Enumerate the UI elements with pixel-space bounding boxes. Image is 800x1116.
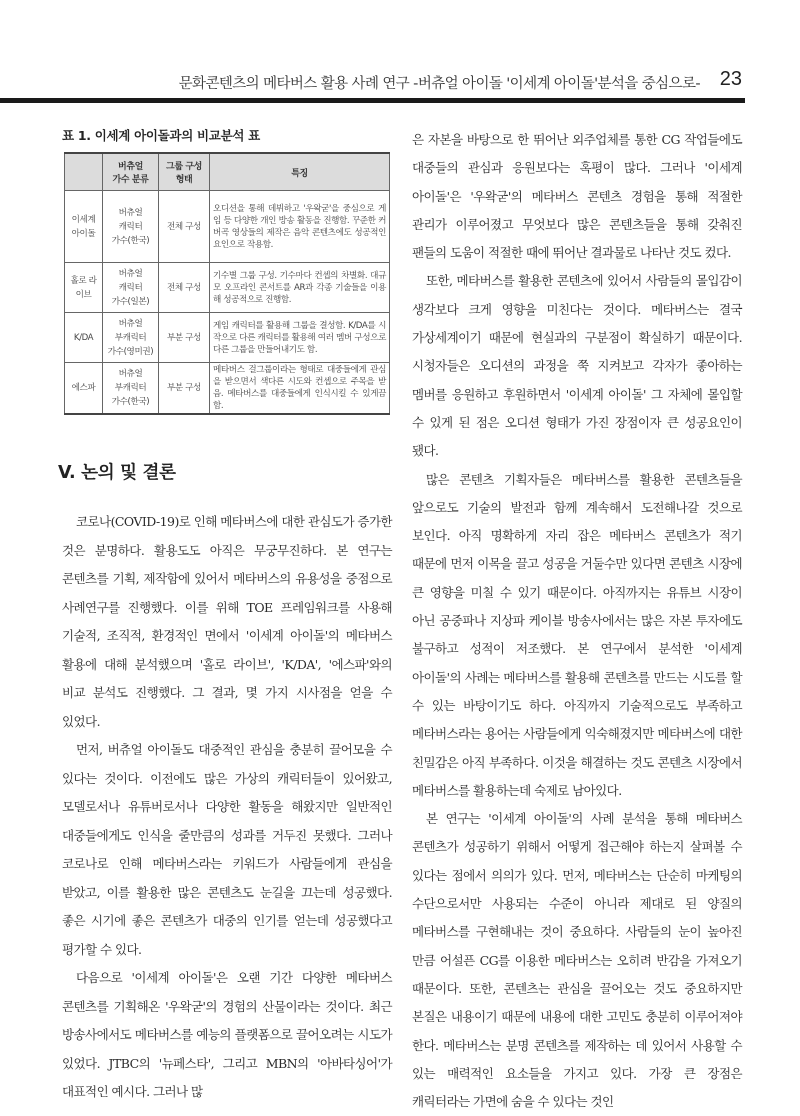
left-column <box>58 126 392 1107</box>
header-cell-group <box>159 153 210 191</box>
cell-type-text: 버츄얼 캐릭터 가수(일본) <box>111 268 150 307</box>
running-header <box>0 70 800 100</box>
cell-type <box>103 191 159 263</box>
header-cell-feature: 특징 <box>210 153 390 191</box>
body-paragraph: 많은 콘텐츠 기획자들은 메타버스를 활용한 콘텐츠들을 앞으로도 기술의 발전과 함께 계속해서 도전해나갈 것으로 보인다. 아직 명확하게 자리 잡은 메타버스 콘텐츠가 적기 때문에 먼저 이목을 끌고 성공을 거둘수만 있다면 콘텐츠 시장에 큰 영향을 미칠 수 있기 때문이다. 아직까지는 유튜브 시장이 아닌 공중파나 지상파 케이블 방송사에서는 많은 자본 투자에도 불구하고 성적이 저조했다. 본 연구에서 분석한 '이세계 아이돌'의 사례는 메타버스를 활용해 콘텐츠를 만드는 시도를 할 수 있는 바탕이기도 하다. 아직까지 기술적으로도 부족하고 메타버스라는 용어는 사람들에게 익숙해졌지만 메타버스에 대한 친밀감은 아직 부족하다. 이것을 해결하는 것도 콘텐츠 시장에서 메타버스를 활용하는데 숙제로 남아있다. <box>412 471 742 798</box>
table-caption: 표 1. 이세계 아이돌과의 비교분석 표 <box>62 128 260 143</box>
cell-name <box>65 263 103 313</box>
table-row <box>65 263 390 313</box>
header-rule <box>0 98 745 103</box>
running-title: 문화콘텐츠의 메타버스 활용 사례 연구 -버츄얼 아이돌 '이세계 아이돌'분석을 중심으로- <box>178 76 700 92</box>
body-paragraph: 은 자본을 바탕으로 한 뛰어난 외주업체를 통한 CG 작업들에도 대중들의 관심과 응원보다는 혹평이 많다. 그러나 '이세계 아이돌'은 '우왁굳'의 메타버스 콘텐츠 경험을 통해 적절한 관리가 이루어졌고 무엇보다 많은 콘텐츠들을 통해 갖춰진 팬들의 도움이 적절한 때에 뛰어난 결과물로 나타난 것도 컸다. <box>412 132 742 261</box>
table-row <box>65 191 390 263</box>
table-row <box>65 313 390 363</box>
cell-type-text: 버츄얼 부캐릭터 가수(한국) <box>111 369 150 407</box>
cell-feature: 기수별 그룹 구성. 기수마다 컨셉의 차별화. 대규모 오프라인 콘서트를 AR과 각종 기술들을 이용해 성공적으로 진행함. <box>210 263 390 313</box>
body-paragraph: 또한, 메타버스를 활용한 콘텐츠에 있어서 사람들의 몰입감이 생각보다 크게 영향을 미친다는 것이다. 메타버스는 결국 가상세계이기 때문에 현실과의 구분점이 확실하기 때문이다. 시청자들은 오디션의 과정을 쭉 지켜보고 각자가 좋아하는 멤버를 응원하고 후원하면서 '이세계 아이돌' 그 자체에 몰입할 수 있게 된 점은 오디션 형태가 가진 장점이자 큰 성공요인이 됐다. <box>412 273 742 459</box>
header-cell-type <box>103 153 159 191</box>
cell-type <box>103 363 159 415</box>
page-number: 23 <box>719 68 742 90</box>
cell-group: 부분 구성 <box>159 313 210 363</box>
cell-name <box>65 191 103 263</box>
right-column <box>412 126 742 1116</box>
cell-name-text: 이세계 아이돌 <box>71 214 96 239</box>
header-type-text: 버츄얼 가수 분류 <box>112 162 149 185</box>
cell-feature: 게임 캐릭터를 활용해 그룹을 결성함. K/DA를 시작으로 다른 캐릭터를 활용해 여러 멤버 구성으로 다른 그룹을 만들어내기도 함. <box>210 313 390 363</box>
table-row <box>65 363 390 415</box>
comparison-table <box>64 152 390 415</box>
cell-group: 부분 구성 <box>159 363 210 415</box>
cell-type-text: 버츄얼 캐릭터 가수(한국) <box>111 207 150 246</box>
body-paragraph: 코로나(COVID-19)로 인해 메타버스에 대한 관심도가 증가한 것은 분명하다. 활용도도 아직은 무궁무진하다. 본 연구는 콘텐츠를 기획, 제작함에 있어서 메타버스의 유용성을 중점으로 사례연구를 진행했다. 이를 위해 TOE 프레임워크를 사용해 기술적, 조직적, 환경적인 면에서 '이세계 아이돌'의 메타버스 활용에 대해 분석했으며 '홀로 라이브', 'K/DA', '에스파'와의 비교 분석도 진행했다. 그 결과, 몇 가지 시사점을 얻을 수 있었다. <box>62 514 392 729</box>
cell-name-text: K/DA <box>73 332 94 343</box>
table-header-row <box>65 153 390 191</box>
body-paragraph: 다음으로 '이세계 아이돌'은 오랜 기간 다양한 메타버스 콘텐츠를 기획해온 '우왁굳'의 경험의 산물이라는 것이다. 최근 방송사에서도 메타버스를 예능의 플랫폼으로 끌어오려는 시도가 있었다. JTBC의 '뉴페스타', 그리고 MBN의 '아바타싱어'가 대표적인 예시다. 그러나 많 <box>62 970 392 1099</box>
cell-name-text: 홀로 라이브 <box>70 275 97 300</box>
cell-group: 전체 구성 <box>159 191 210 263</box>
body-paragraph: 본 연구는 '이세계 아이돌'의 사례 분석을 통해 메타버스 콘텐츠가 성공하기 위해서 어떻게 접근해야 하는지 살펴볼 수 있다는 점에서 의의가 있다. 먼저, 메타버스는 단순히 마케팅의 수단으로서만 사용되는 수준이 아니라 제대로 된 양질의 메타버스를 구현해내는 것이 중요하다. 사람들의 눈이 높아진 만큼 어설픈 CG를 이용한 메타버스는 오히려 반감을 가져오기 때문이다. 또한, 콘텐츠는 관심을 끌어오는 것도 중요하지만 본질은 내용이기 때문에 내용에 대한 고민도 충분히 이루어져야 한다. 메타버스는 분명 콘텐츠를 제작하는 데 있어서 사용할 수 있는 매력적인 요소들을 가지고 있다. 가장 큰 장점은 캐릭터라는 가면에 숨을 수 있다는 것인 <box>412 811 742 1110</box>
cell-group: 전체 구성 <box>159 263 210 313</box>
cell-name-text: 에스파 <box>71 383 96 393</box>
cell-feature: 오디션을 통해 데뷔하고 '우왁굳'을 중심으로 게임 등 다양한 개인 방송 활동을 진행함. 꾸준한 커버곡 영상들의 제작은 음악 콘텐츠에도 성공적인 요인으로 작용함. <box>210 191 390 263</box>
header-cell-empty <box>65 153 103 191</box>
cell-feature: 메타버스 걸그룹이라는 형태로 대중들에게 관심을 받으면서 색다른 시도와 컨셉으로 주목을 받음. 메타버스를 대중들에게 인식시킬 수 있게끔 함. <box>210 363 390 415</box>
cell-type-text: 버츄얼 부캐릭터 가수(영미권) <box>107 318 154 357</box>
cell-name <box>65 313 103 363</box>
body-paragraph: 먼저, 버츄얼 아이돌도 대중적인 관심을 충분히 끌어모을 수 있다는 것이다. 이전에도 많은 가상의 캐릭터들이 있어왔고, 모델로서나 유튜버로서나 다양한 활동을 해왔지만 일반적인 대중들에게도 인식을 줄만큼의 성과를 거두진 못했다. 그러나 코로나로 인해 메타버스라는 키워드가 사람들에게 관심을 받았고, 이를 활용한 많은 콘텐츠도 눈길을 끄는데 성공했다. 좋은 시기에 좋은 콘텐츠가 대중의 인기를 얻는데 성공했다고 평가할 수 있다. <box>62 742 392 957</box>
header-group-text: 그룹 구성 형태 <box>166 162 202 185</box>
cell-name <box>65 363 103 415</box>
section-title: V. 논의 및 결론 <box>58 463 176 483</box>
cell-type <box>103 313 159 363</box>
cell-type <box>103 263 159 313</box>
